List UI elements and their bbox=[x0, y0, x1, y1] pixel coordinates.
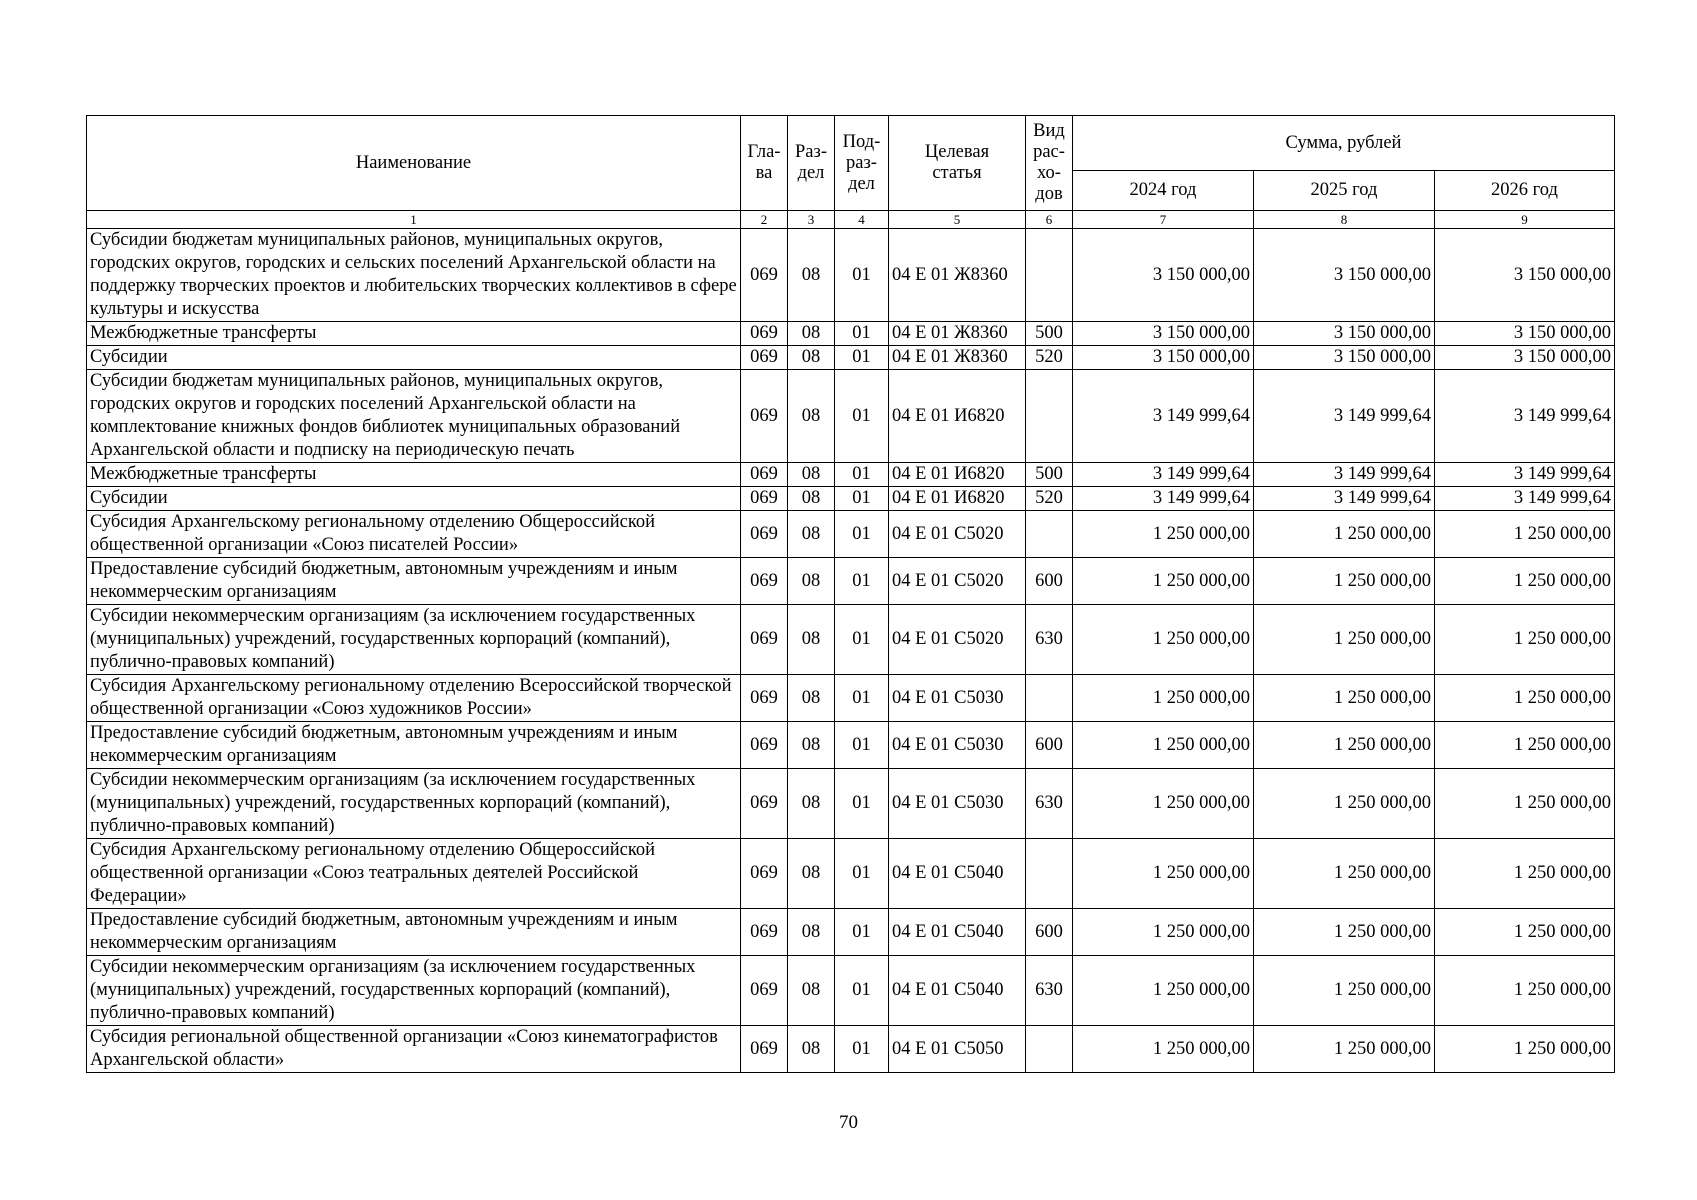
header-expense-type: Вид рас- хо- дов bbox=[1026, 116, 1073, 211]
row-section-cell: 08 bbox=[788, 370, 835, 463]
row-amount-2026-cell: 3 150 000,00 bbox=[1435, 346, 1615, 370]
row-amount-2024-cell: 3 150 000,00 bbox=[1073, 346, 1254, 370]
row-expense-type-cell: 520 bbox=[1026, 346, 1073, 370]
row-target-article-cell: 04 Е 01 С5020 bbox=[889, 558, 1026, 605]
page-number: 70 bbox=[839, 1112, 858, 1133]
row-subsection-cell: 01 bbox=[835, 1026, 889, 1073]
row-amount-2025-cell: 3 150 000,00 bbox=[1254, 322, 1435, 346]
row-name-cell: Субсидии некоммерческим организациям (за исключением государственных (муниципальных) учреждений, государственных корпораций (компаний), публично-правовых компаний) bbox=[87, 769, 741, 839]
row-amount-2024-cell: 1 250 000,00 bbox=[1073, 839, 1254, 909]
row-expense-type-cell bbox=[1026, 675, 1073, 722]
row-chapter-cell: 069 bbox=[741, 909, 788, 956]
table-row bbox=[87, 839, 1615, 909]
row-amount-2024-cell: 3 150 000,00 bbox=[1073, 322, 1254, 346]
row-chapter-cell: 069 bbox=[741, 722, 788, 769]
row-amount-2026-cell: 1 250 000,00 bbox=[1435, 511, 1615, 558]
table-row bbox=[87, 909, 1615, 956]
header-year-2024: 2024 год bbox=[1073, 171, 1254, 211]
row-subsection-cell: 01 bbox=[835, 909, 889, 956]
row-name-cell: Субсидии бюджетам муниципальных районов, муниципальных округов, городских округов, городских и сельских поселений Архангельской области на поддержку творческих проектов и любительских творческих коллективов в сфере культуры и искусства bbox=[87, 229, 741, 322]
row-name-cell: Субсидии bbox=[87, 487, 741, 511]
header-target-article: Целевая статья bbox=[889, 116, 1026, 211]
row-name-cell: Субсидии некоммерческим организациям (за исключением государственных (муниципальных) учреждений, государственных корпораций (компаний), публично-правовых компаний) bbox=[87, 956, 741, 1026]
row-name-cell: Предоставление субсидий бюджетным, автономным учреждениям и иным некоммерческим организациям bbox=[87, 722, 741, 769]
row-expense-type-cell: 630 bbox=[1026, 769, 1073, 839]
row-target-article-cell: 04 Е 01 С5040 bbox=[889, 956, 1026, 1026]
row-target-article-cell: 04 Е 01 И6820 bbox=[889, 463, 1026, 487]
row-amount-2026-cell: 1 250 000,00 bbox=[1435, 1026, 1615, 1073]
row-target-article-cell: 04 Е 01 И6820 bbox=[889, 487, 1026, 511]
row-amount-2024-cell: 3 150 000,00 bbox=[1073, 229, 1254, 322]
row-chapter-cell: 069 bbox=[741, 322, 788, 346]
row-target-article-cell: 04 Е 01 Ж8360 bbox=[889, 229, 1026, 322]
table-row bbox=[87, 722, 1615, 769]
header-year-2026: 2026 год bbox=[1435, 171, 1615, 211]
row-chapter-cell: 069 bbox=[741, 487, 788, 511]
row-amount-2024-cell: 1 250 000,00 bbox=[1073, 722, 1254, 769]
row-expense-type-cell: 500 bbox=[1026, 463, 1073, 487]
row-amount-2026-cell: 3 150 000,00 bbox=[1435, 229, 1615, 322]
row-expense-type-cell: 600 bbox=[1026, 722, 1073, 769]
row-section-cell: 08 bbox=[788, 956, 835, 1026]
table-row bbox=[87, 769, 1615, 839]
row-section-cell: 08 bbox=[788, 346, 835, 370]
table-row bbox=[87, 229, 1615, 322]
row-section-cell: 08 bbox=[788, 909, 835, 956]
table-row bbox=[87, 370, 1615, 463]
row-subsection-cell: 01 bbox=[835, 839, 889, 909]
row-target-article-cell: 04 Е 01 Ж8360 bbox=[889, 346, 1026, 370]
row-subsection-cell: 01 bbox=[835, 463, 889, 487]
row-subsection-cell: 01 bbox=[835, 558, 889, 605]
row-target-article-cell: 04 Е 01 С5030 bbox=[889, 769, 1026, 839]
header-sum: Сумма, рублей bbox=[1073, 116, 1615, 171]
column-number: 2 bbox=[741, 211, 788, 229]
row-expense-type-cell: 520 bbox=[1026, 487, 1073, 511]
row-amount-2024-cell: 1 250 000,00 bbox=[1073, 511, 1254, 558]
table-row bbox=[87, 605, 1615, 675]
row-amount-2024-cell: 1 250 000,00 bbox=[1073, 769, 1254, 839]
row-target-article-cell: 04 Е 01 С5050 bbox=[889, 1026, 1026, 1073]
column-number: 9 bbox=[1435, 211, 1615, 229]
row-amount-2026-cell: 3 149 999,64 bbox=[1435, 370, 1615, 463]
row-name-cell: Субсидии бюджетам муниципальных районов, муниципальных округов, городских округов и городских поселений Архангельской области на комплектование книжных фондов библиотек муниципальных образований Архангельской области и подписку на периодическую печать bbox=[87, 370, 741, 463]
row-section-cell: 08 bbox=[788, 463, 835, 487]
row-chapter-cell: 069 bbox=[741, 346, 788, 370]
table-row bbox=[87, 322, 1615, 346]
row-amount-2026-cell: 3 149 999,64 bbox=[1435, 463, 1615, 487]
column-number: 1 bbox=[87, 211, 741, 229]
row-amount-2025-cell: 1 250 000,00 bbox=[1254, 1026, 1435, 1073]
row-section-cell: 08 bbox=[788, 605, 835, 675]
row-amount-2024-cell: 3 149 999,64 bbox=[1073, 463, 1254, 487]
table-row bbox=[87, 558, 1615, 605]
row-amount-2024-cell: 1 250 000,00 bbox=[1073, 956, 1254, 1026]
table-row bbox=[87, 675, 1615, 722]
row-subsection-cell: 01 bbox=[835, 675, 889, 722]
row-amount-2025-cell: 3 150 000,00 bbox=[1254, 346, 1435, 370]
row-name-cell: Субсидия Архангельскому региональному отделению Общероссийской общественной организации «Союз театральных деятелей Российской Федерации» bbox=[87, 839, 741, 909]
row-expense-type-cell bbox=[1026, 511, 1073, 558]
row-expense-type-cell bbox=[1026, 1026, 1073, 1073]
row-target-article-cell: 04 Е 01 С5040 bbox=[889, 909, 1026, 956]
row-name-cell: Предоставление субсидий бюджетным, автономным учреждениям и иным некоммерческим организациям bbox=[87, 909, 741, 956]
row-target-article-cell: 04 Е 01 С5020 bbox=[889, 511, 1026, 558]
row-amount-2026-cell: 1 250 000,00 bbox=[1435, 675, 1615, 722]
table-row bbox=[87, 511, 1615, 558]
row-amount-2024-cell: 1 250 000,00 bbox=[1073, 1026, 1254, 1073]
row-expense-type-cell bbox=[1026, 229, 1073, 322]
row-amount-2024-cell: 1 250 000,00 bbox=[1073, 605, 1254, 675]
row-chapter-cell: 069 bbox=[741, 769, 788, 839]
row-amount-2024-cell: 1 250 000,00 bbox=[1073, 909, 1254, 956]
row-target-article-cell: 04 Е 01 И6820 bbox=[889, 370, 1026, 463]
row-section-cell: 08 bbox=[788, 769, 835, 839]
table-row bbox=[87, 1026, 1615, 1073]
row-amount-2026-cell: 3 149 999,64 bbox=[1435, 487, 1615, 511]
row-subsection-cell: 01 bbox=[835, 487, 889, 511]
row-amount-2026-cell: 1 250 000,00 bbox=[1435, 839, 1615, 909]
row-amount-2025-cell: 1 250 000,00 bbox=[1254, 511, 1435, 558]
row-amount-2026-cell: 1 250 000,00 bbox=[1435, 605, 1615, 675]
row-chapter-cell: 069 bbox=[741, 229, 788, 322]
header-year-2025: 2025 год bbox=[1254, 171, 1435, 211]
header-chapter: Гла- ва bbox=[741, 116, 788, 211]
column-number: 5 bbox=[889, 211, 1026, 229]
column-number: 7 bbox=[1073, 211, 1254, 229]
row-target-article-cell: 04 Е 01 С5030 bbox=[889, 675, 1026, 722]
row-amount-2025-cell: 3 149 999,64 bbox=[1254, 463, 1435, 487]
row-name-cell: Субсидия Архангельскому региональному отделению Всероссийской творческой общественной организации «Союз художников России» bbox=[87, 675, 741, 722]
row-amount-2025-cell: 1 250 000,00 bbox=[1254, 909, 1435, 956]
row-amount-2025-cell: 3 149 999,64 bbox=[1254, 370, 1435, 463]
row-amount-2026-cell: 1 250 000,00 bbox=[1435, 769, 1615, 839]
row-section-cell: 08 bbox=[788, 511, 835, 558]
row-name-cell: Субсидии некоммерческим организациям (за исключением государственных (муниципальных) учреждений, государственных корпораций (компаний), публично-правовых компаний) bbox=[87, 605, 741, 675]
row-subsection-cell: 01 bbox=[835, 511, 889, 558]
row-name-cell: Предоставление субсидий бюджетным, автономным учреждениям и иным некоммерческим организациям bbox=[87, 558, 741, 605]
row-subsection-cell: 01 bbox=[835, 322, 889, 346]
row-name-cell: Межбюджетные трансферты bbox=[87, 322, 741, 346]
row-amount-2026-cell: 3 150 000,00 bbox=[1435, 322, 1615, 346]
row-amount-2025-cell: 1 250 000,00 bbox=[1254, 769, 1435, 839]
row-amount-2025-cell: 1 250 000,00 bbox=[1254, 956, 1435, 1026]
row-expense-type-cell: 600 bbox=[1026, 558, 1073, 605]
row-section-cell: 08 bbox=[788, 1026, 835, 1073]
row-expense-type-cell bbox=[1026, 839, 1073, 909]
row-name-cell: Субсидия региональной общественной организации «Союз кинематографистов Архангельской области» bbox=[87, 1026, 741, 1073]
row-chapter-cell: 069 bbox=[741, 1026, 788, 1073]
row-amount-2026-cell: 1 250 000,00 bbox=[1435, 956, 1615, 1026]
row-chapter-cell: 069 bbox=[741, 511, 788, 558]
row-chapter-cell: 069 bbox=[741, 675, 788, 722]
column-number-row bbox=[87, 211, 1615, 229]
row-expense-type-cell: 630 bbox=[1026, 956, 1073, 1026]
row-section-cell: 08 bbox=[788, 722, 835, 769]
row-section-cell: 08 bbox=[788, 229, 835, 322]
row-name-cell: Межбюджетные трансферты bbox=[87, 463, 741, 487]
row-amount-2025-cell: 3 150 000,00 bbox=[1254, 229, 1435, 322]
row-chapter-cell: 069 bbox=[741, 839, 788, 909]
row-chapter-cell: 069 bbox=[741, 463, 788, 487]
row-chapter-cell: 069 bbox=[741, 956, 788, 1026]
row-subsection-cell: 01 bbox=[835, 722, 889, 769]
header-section: Раз- дел bbox=[788, 116, 835, 211]
row-subsection-cell: 01 bbox=[835, 346, 889, 370]
row-section-cell: 08 bbox=[788, 487, 835, 511]
header-name: Наименование bbox=[87, 116, 741, 211]
row-subsection-cell: 01 bbox=[835, 956, 889, 1026]
row-section-cell: 08 bbox=[788, 558, 835, 605]
row-expense-type-cell: 600 bbox=[1026, 909, 1073, 956]
row-expense-type-cell: 500 bbox=[1026, 322, 1073, 346]
table-row bbox=[87, 487, 1615, 511]
row-expense-type-cell bbox=[1026, 370, 1073, 463]
row-amount-2025-cell: 1 250 000,00 bbox=[1254, 558, 1435, 605]
row-chapter-cell: 069 bbox=[741, 605, 788, 675]
row-target-article-cell: 04 Е 01 С5030 bbox=[889, 722, 1026, 769]
row-target-article-cell: 04 Е 01 С5020 bbox=[889, 605, 1026, 675]
row-section-cell: 08 bbox=[788, 839, 835, 909]
row-amount-2025-cell: 1 250 000,00 bbox=[1254, 722, 1435, 769]
row-amount-2024-cell: 3 149 999,64 bbox=[1073, 370, 1254, 463]
column-number: 3 bbox=[788, 211, 835, 229]
header-subsection: Под- раз- дел bbox=[835, 116, 889, 211]
row-amount-2025-cell: 1 250 000,00 bbox=[1254, 675, 1435, 722]
row-subsection-cell: 01 bbox=[835, 605, 889, 675]
row-chapter-cell: 069 bbox=[741, 558, 788, 605]
row-section-cell: 08 bbox=[788, 675, 835, 722]
row-amount-2025-cell: 1 250 000,00 bbox=[1254, 605, 1435, 675]
row-amount-2026-cell: 1 250 000,00 bbox=[1435, 558, 1615, 605]
budget-table bbox=[86, 115, 1615, 1073]
row-amount-2024-cell: 1 250 000,00 bbox=[1073, 558, 1254, 605]
row-amount-2026-cell: 1 250 000,00 bbox=[1435, 909, 1615, 956]
row-section-cell: 08 bbox=[788, 322, 835, 346]
row-target-article-cell: 04 Е 01 С5040 bbox=[889, 839, 1026, 909]
column-number: 8 bbox=[1254, 211, 1435, 229]
table-row bbox=[87, 346, 1615, 370]
row-subsection-cell: 01 bbox=[835, 370, 889, 463]
row-name-cell: Субсидии bbox=[87, 346, 741, 370]
row-subsection-cell: 01 bbox=[835, 769, 889, 839]
row-name-cell: Субсидия Архангельскому региональному отделению Общероссийской общественной организации «Союз писателей России» bbox=[87, 511, 741, 558]
row-amount-2026-cell: 1 250 000,00 bbox=[1435, 722, 1615, 769]
row-expense-type-cell: 630 bbox=[1026, 605, 1073, 675]
table-row bbox=[87, 463, 1615, 487]
table-row bbox=[87, 956, 1615, 1026]
row-target-article-cell: 04 Е 01 Ж8360 bbox=[889, 322, 1026, 346]
row-amount-2025-cell: 3 149 999,64 bbox=[1254, 487, 1435, 511]
row-amount-2025-cell: 1 250 000,00 bbox=[1254, 839, 1435, 909]
row-subsection-cell: 01 bbox=[835, 229, 889, 322]
row-chapter-cell: 069 bbox=[741, 370, 788, 463]
column-number: 4 bbox=[835, 211, 889, 229]
row-amount-2024-cell: 1 250 000,00 bbox=[1073, 675, 1254, 722]
row-amount-2024-cell: 3 149 999,64 bbox=[1073, 487, 1254, 511]
column-number: 6 bbox=[1026, 211, 1073, 229]
